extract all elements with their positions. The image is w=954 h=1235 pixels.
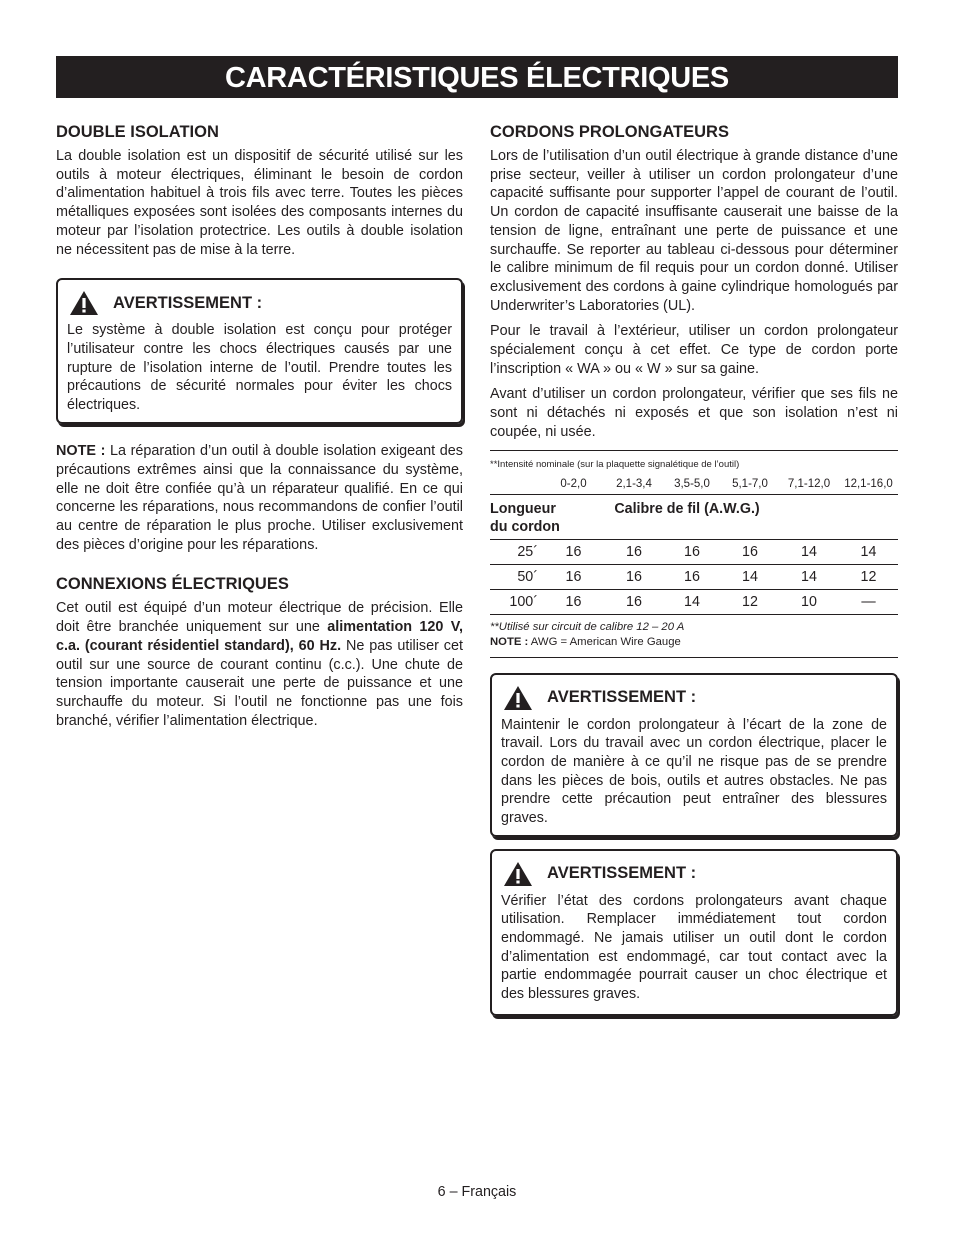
amp-cell: 3,5-5,0 bbox=[663, 478, 721, 495]
connexions-heading: CONNEXIONS ÉLECTRIQUES bbox=[56, 575, 289, 594]
table-note-top: **Intensité nominale (sur la plaquette signalétique de l’outil) bbox=[490, 458, 740, 470]
left-column bbox=[56, 122, 463, 730]
warning-box-cord-placement bbox=[490, 673, 898, 837]
connexions-text-1: Cet outil est équipé d’un moteur électrique de précision. Elle doit être branchée uniquement sur une bbox=[56, 600, 463, 636]
page-footer: 6 – Français bbox=[437, 1184, 517, 1200]
table-row bbox=[490, 564, 898, 589]
length-header: Longueur du cordon bbox=[490, 494, 605, 539]
connexions-text-2: Ne pas utiliser cet outil sur une source de courant continu (c.c.). Une chute de tension importante causerait une perte de puissance et une surchauffe du moteur. Si l’outil ne fonctionne pas une fois branché, vérifier l’alimentation électrique. bbox=[56, 637, 464, 729]
gauge-cell: 16 bbox=[605, 589, 663, 614]
warning-triangle-icon bbox=[503, 861, 533, 887]
warning-box-cord-inspection bbox=[490, 849, 898, 1016]
page-title: CARACTÉRISTIQUES ÉLECTRIQUES bbox=[56, 56, 898, 98]
gauge-cell: 12 bbox=[721, 589, 779, 614]
gauge-cell: 16 bbox=[542, 564, 605, 589]
length-cell: 50´ bbox=[490, 564, 542, 589]
gauge-table bbox=[490, 478, 898, 615]
cordons-heading: CORDONS PROLONGATEURS bbox=[490, 123, 729, 141]
table-row bbox=[490, 589, 898, 614]
length-cell: 25´ bbox=[490, 539, 542, 564]
gauge-table-section bbox=[490, 450, 898, 658]
gauge-header: Calibre de fil (A.W.G.) bbox=[605, 494, 779, 539]
connexions-text-bold: alimentation 120 V, c.a. (courant résidentiel standard), 60 Hz. bbox=[56, 619, 463, 654]
note-label: NOTE : bbox=[490, 635, 529, 648]
table-header-row bbox=[490, 494, 898, 539]
gauge-cell: 14 bbox=[663, 589, 721, 614]
gauge-cell: 14 bbox=[839, 539, 898, 564]
right-column bbox=[490, 122, 898, 1016]
table-row bbox=[490, 539, 898, 564]
warning-body: Maintenir le cordon prolongateur à l’écart de la zone de travail. Lors du travail avec un cordon électrique, placer le cordon de manière à ce qu’il ne risque pas de se prendre dans les pièces de bois, outils et autres obstacles. Ne pas prendre cette précaution peut entraîner des blessures graves. bbox=[501, 716, 887, 827]
gauge-cell: 12 bbox=[839, 564, 898, 589]
cordons-para-2: Pour le travail à l’extérieur, utiliser un cordon prolongateur spécialement conçu à cet effet. Ce type de cordon porte l’inscription « WA » ou « W » sur sa gaine. bbox=[490, 323, 898, 377]
amp-cell: 2,1-3,4 bbox=[605, 478, 663, 495]
warning-label: AVERTISSEMENT : bbox=[547, 864, 697, 883]
note-text: La réparation d’un outil à double isolation exigeant des précautions extrêmes ainsi que la connaissance du système, elle ne doit être confiée qu’à un réparateur qualifié. En ce qui concerne les réparations, nous recommandons de confier l’outil au centre de réparation le plus proche. Utiliser exclusivement des pièces d’origine pour les réparations. bbox=[56, 443, 463, 553]
cordons-para-3: Avant d’utiliser un cordon prolongateur, vérifier que ses fils ne sont ni détachés ni exposés et que son isolation n’est ni coupée, ni usée. bbox=[490, 386, 898, 440]
table-footnote-circuit: **Utilisé sur circuit de calibre 12 – 20 A bbox=[490, 620, 685, 633]
warning-triangle-icon bbox=[69, 290, 99, 316]
cordons-para-1: Lors de l’utilisation d’un outil électrique à grande distance d’une prise secteur, veiller à utiliser un cordon prolongateur d’une capacité suffisante pour supporter l’appel de courant de l’outil. Un cordon de capacité insuffisante causerait une baisse de la tension de ligne, entraînant une perte de puissance et une surchauffe. Se reporter au tableau ci-dessous pour déterminer le calibre minimum de fil requis pour un cordon donné. Utiliser exclusivement des cordons à gaine cylindrique homologués par Underwriter’s Laboratories (UL). bbox=[490, 148, 898, 314]
gauge-cell: 16 bbox=[721, 539, 779, 564]
gauge-cell: — bbox=[839, 589, 898, 614]
table-footnote-awg bbox=[490, 635, 898, 650]
gauge-cell: 16 bbox=[605, 539, 663, 564]
gauge-cell: 10 bbox=[779, 589, 839, 614]
table-footnotes bbox=[490, 615, 898, 658]
double-isolation-heading: DOUBLE ISOLATION bbox=[56, 123, 219, 141]
note-text: AWG = American Wire Gauge bbox=[528, 635, 681, 648]
warning-label: AVERTISSEMENT : bbox=[113, 293, 263, 312]
warning-label: AVERTISSEMENT : bbox=[547, 688, 697, 707]
gauge-cell: 16 bbox=[605, 564, 663, 589]
gauge-cell: 14 bbox=[721, 564, 779, 589]
warning-body: Le système à double isolation est conçu pour protéger l’utilisateur contre les chocs électriques causés par une rupture de l’isolation interne de l’outil. Prendre toutes les précautions de sécurité normales pour éviter les chocs électriques. bbox=[67, 322, 452, 414]
gauge-cell: 16 bbox=[542, 539, 605, 564]
double-isolation-body: La double isolation est un dispositif de sécurité utilisé sur les outils à moteur électriques, éliminant le besoin de cordon d’alimentation habituel à trois fils avec terre. Toutes les pièces métalliques exposées sont isolées des composants internes du moteur par l’isolation protectrice. Les outils à double isolation ne nécessitent pas de mise à la terre. bbox=[56, 148, 463, 258]
warning-box-isolation bbox=[56, 278, 463, 424]
amp-cell: 5,1-7,0 bbox=[721, 478, 779, 495]
note-label: NOTE : bbox=[56, 443, 106, 460]
warning-triangle-icon bbox=[503, 685, 533, 711]
gauge-cell: 14 bbox=[779, 564, 839, 589]
amp-cell: 12,1-16,0 bbox=[839, 478, 898, 495]
repair-note bbox=[56, 442, 463, 554]
connexions-body bbox=[56, 599, 463, 730]
gauge-cell: 16 bbox=[663, 564, 721, 589]
length-cell: 100´ bbox=[490, 589, 542, 614]
amp-cell: 0-2,0 bbox=[542, 478, 605, 495]
gauge-cell: 14 bbox=[779, 539, 839, 564]
amperage-row bbox=[490, 478, 898, 495]
gauge-cell: 16 bbox=[542, 589, 605, 614]
amp-cell: 7,1-12,0 bbox=[779, 478, 839, 495]
gauge-cell: 16 bbox=[663, 539, 721, 564]
warning-body: Vérifier l’état des cordons prolongateurs avant chaque utilisation. Remplacer immédiatement tout cordon endommagé. Ne jamais utiliser un outil dont le cordon d’alimentation est endommagé, car tout contact avec la partie endommagée pourrait causer un choc électrique et des blessures graves. bbox=[501, 892, 887, 1003]
